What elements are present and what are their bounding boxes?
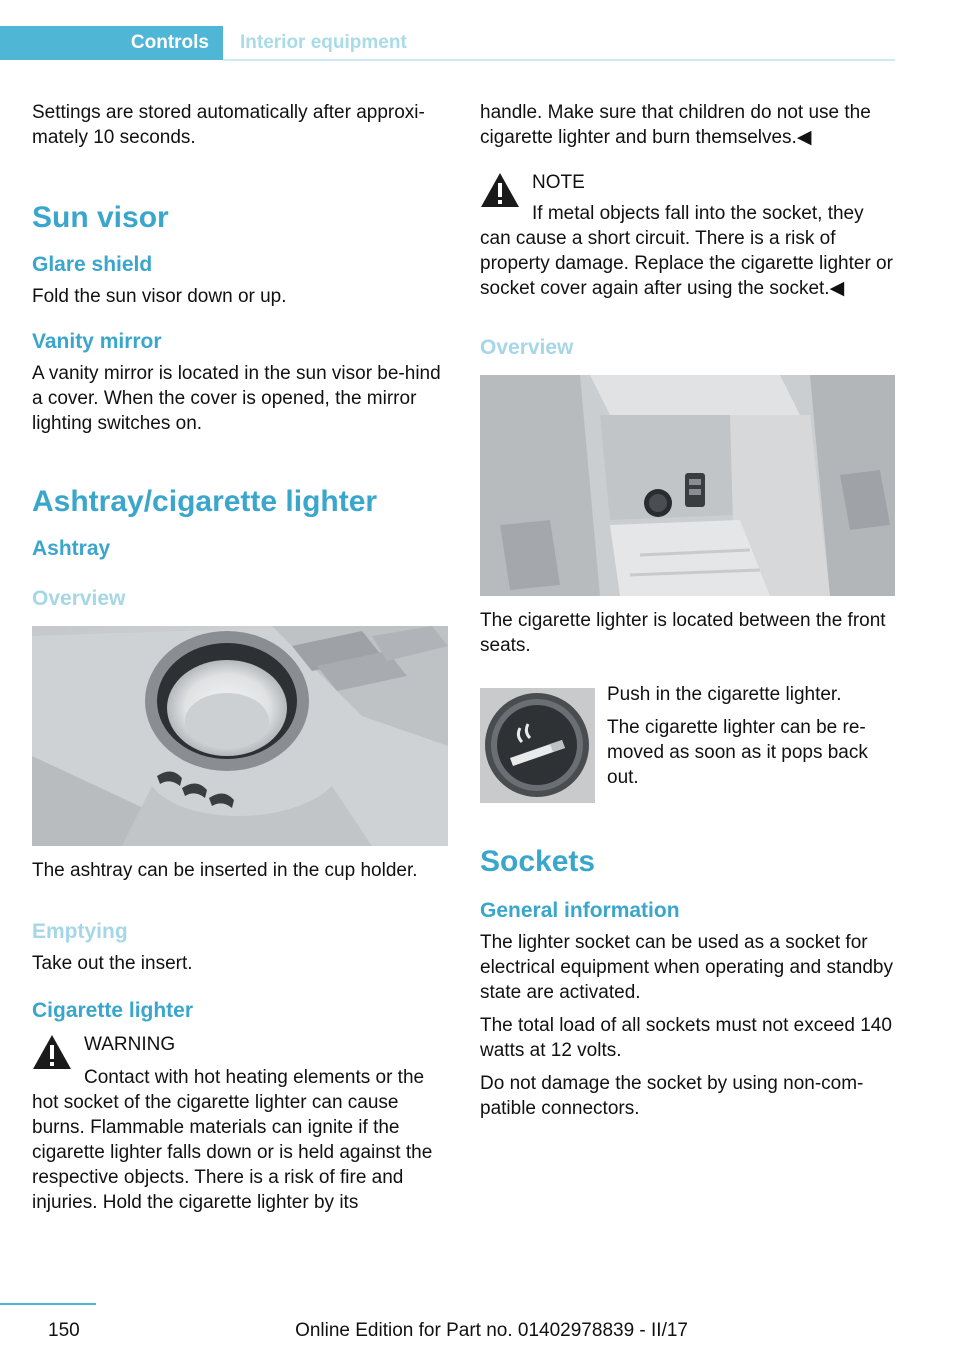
header-divider [223,59,895,61]
emptying-heading: Emptying [32,920,128,943]
ashtray-illustration [32,626,448,846]
footer-divider [0,1303,96,1305]
sockets-heading: Sockets [480,845,596,878]
general-information-heading: General information [480,899,680,922]
lighter-location-caption: The cigarette lighter is located between the front seats. [480,610,886,656]
note-box [480,170,896,301]
ashtray-caption: The ashtray can be inserted in the cup holder. [32,860,418,881]
edition-info: Online Edition for Part no. 01402978839 - II/17 [295,1320,688,1341]
cigarette-lighter-heading: Cigarette lighter [32,999,194,1022]
lighter-warning-continuation: handle. Make sure that children do not use the cigarette lighter and burn themselves.◀ [480,102,871,148]
left-column [32,100,448,1215]
glare-shield-text: Fold the sun visor down or up. [32,286,287,307]
emptying-text: Take out the insert. [32,953,193,974]
cigarette-lighter-icon [480,688,595,803]
note-title: NOTE [532,172,585,193]
note-triangle-icon [480,172,520,208]
section-tab-interior-equipment: Interior equipment [240,32,407,53]
push-lighter-text: Push in the cigarette lighter. [607,684,842,705]
lighter-button-photo [480,688,595,803]
note-text: can cause a short circuit. There is a risk of property damage. Replace the cigarette lighter or socket cover again after using the socket.◀ [480,228,893,299]
section-tab-controls: Controls [0,26,223,60]
intro-text: Settings are stored automatically after approxi-mately 10 seconds. [32,102,425,148]
glare-shield-heading: Glare shield [32,253,153,276]
sockets-text-1: The lighter socket can be used as a socket for electrical equipment when operating and standby state are activated. [480,932,893,1003]
warning-text: hot socket of the cigarette lighter can cause burns. Flammable materials can ignite if the cigarette lighter falls down or is held against the respective objects. There is a risk of fire and injuries. Hold the cigarette lighter by its [32,1092,433,1213]
note-first-line: If metal objects fall into the socket, they [532,203,864,224]
remove-lighter-text: The cigarette lighter can be re-moved as soon as it pops back out. [607,717,868,788]
vanity-mirror-text: A vanity mirror is located in the sun visor be-hind a cover. When the cover is opened, the mirror lighting switches on. [32,363,441,434]
sockets-text-2: The total load of all sockets must not exceed 140 watts at 12 volts. [480,1015,892,1061]
ashtray-photo [32,626,448,846]
lighter-location-illustration [480,375,895,596]
ashtray-heading: Ashtray [32,537,111,560]
sun-visor-heading: Sun visor [32,201,169,234]
warning-title: WARNING [84,1034,176,1055]
page-header [0,26,895,60]
ashtray-lighter-heading: Ashtray/cigarette lighter [32,485,378,518]
warning-first-line: Contact with hot heating elements or the [84,1067,425,1088]
warning-triangle-icon [32,1034,72,1070]
page-number: 150 [48,1320,80,1341]
push-lighter-block [480,682,896,802]
ashtray-overview-heading: Overview [32,587,126,610]
vanity-mirror-heading: Vanity mirror [32,330,162,353]
lighter-location-photo [480,375,895,596]
right-column [480,100,896,1121]
warning-box [32,1032,448,1215]
sockets-text-3: Do not damage the socket by using non-com-patible connectors. [480,1073,864,1119]
lighter-overview-heading: Overview [480,336,574,359]
